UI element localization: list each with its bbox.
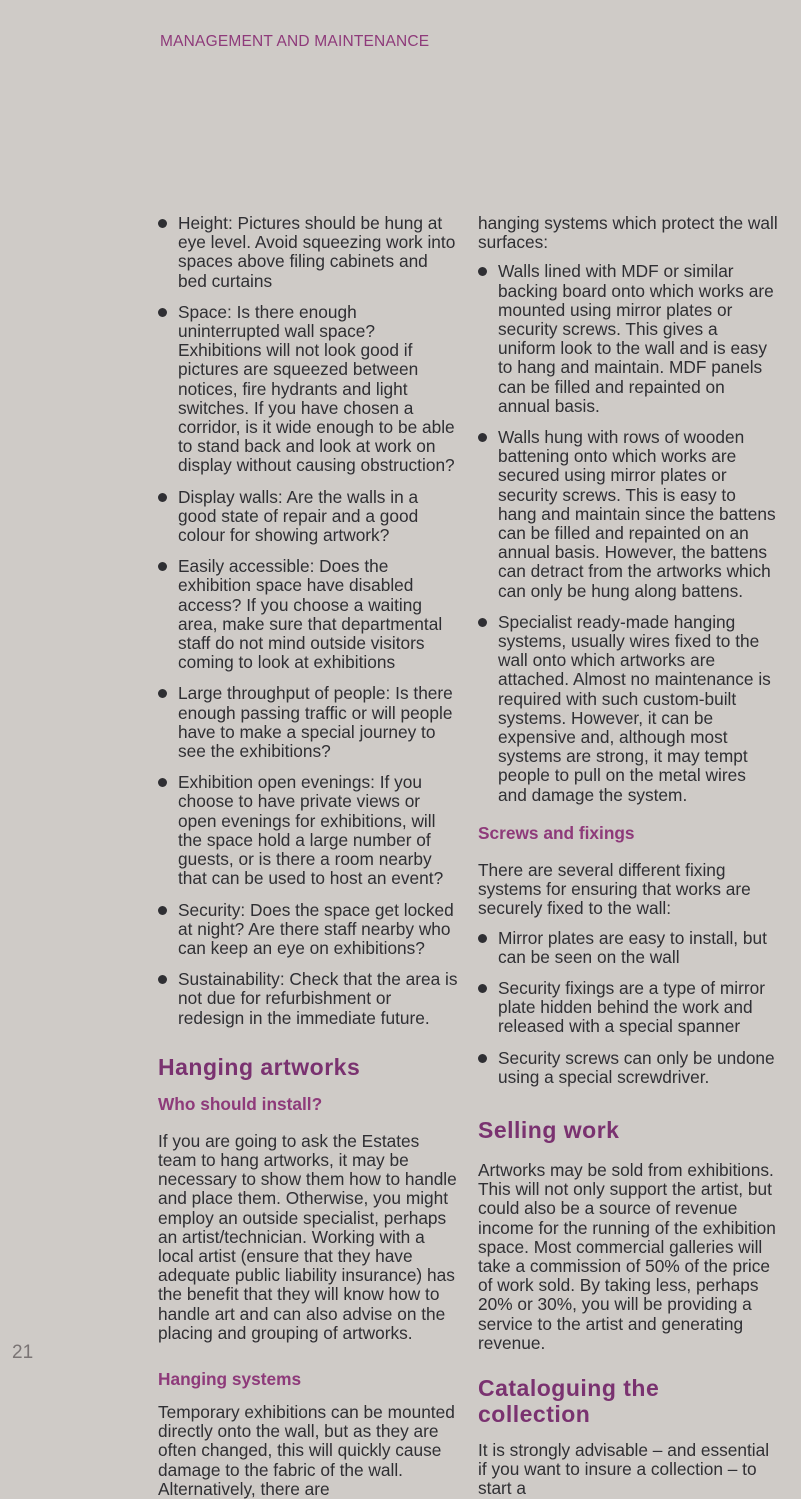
paragraph-cataloguing: It is strongly advisable – and essential if you want to insure a collection – to start a (478, 1439, 770, 1499)
bullet-icon (158, 308, 167, 317)
bullet-icon (478, 433, 487, 442)
list-item: Exhibition open evenings: If you choose to have private views or open evenings for exhibitions, will the space hold a large number of guests, or is there a room nearby that can be used to host an event? (158, 773, 458, 888)
bullet-icon (478, 984, 487, 993)
subheading-screws-and-fixings: Screws and fixings (478, 822, 635, 843)
paragraph-continued: hanging systems which protect the wall surfaces: (478, 213, 778, 253)
subheading-hanging-systems: Hanging systems (158, 1368, 302, 1389)
list-item: Security: Does the space get locked at night? Are there staff nearby who can keep an eye on exhibitions? (158, 901, 458, 959)
bullet-icon (158, 219, 167, 228)
list-item: Display walls: Are the walls in a good state of repair and a good colour for showing artwork? (158, 488, 458, 546)
list-item: Height: Pictures should be hung at eye level. Avoid squeezing work into spaces above filing cabinets and bed curtains (158, 214, 458, 291)
hanging-systems-list (478, 262, 778, 804)
paragraph-screws: There are several different fixing systems for ensuring that works are securely fixed to the wall: (478, 859, 751, 919)
right-column (478, 214, 778, 1499)
bullet-icon (478, 1054, 487, 1063)
criteria-list (158, 214, 458, 1028)
subheading-who-should-install: Who should install? (158, 1093, 323, 1114)
list-item: Large throughput of people: Is there enough passing traffic or will people have to make a special journey to see the exhibitions? (158, 684, 458, 761)
paragraph-install: If you are going to ask the Estates team to hang artworks, it may be necessary to show them how to handle and place them. Otherwise, you might employ an outside specialist, perhaps an artist/technician. Working with a local artist (ensure that they have adequate public liability insurance) has the benefit that they will know how to handle art and can also advise on the placing and grouping of artworks. (158, 1130, 457, 1343)
section-heading-cataloguing: Cataloguing the collection (478, 1374, 660, 1427)
list-item: Sustainability: Check that the area is not due for refurbishment or redesign in the immediate future. (158, 970, 458, 1028)
bullet-icon (478, 267, 487, 276)
list-item: Walls hung with rows of wooden battening onto which works are secured using mirror plates or security screws. This is easy to hang and maintain since the battens can be filled and repainted on an annual basis. However, the battens can detract from the artworks which can only be hung along battens. (478, 428, 778, 601)
list-item: Walls lined with MDF or similar backing board onto which works are mounted using mirror plates or security screws. This gives a uniform look to the wall and is easy to hang and maintain. MDF panels can be filled and repainted on annual basis. (478, 262, 778, 416)
running-header: MANAGEMENT AND MAINTENANCE (160, 33, 430, 50)
list-item: Security screws can only be undone using a special screwdriver. (478, 1049, 778, 1087)
list-item: Security fixings are a type of mirror plate hidden behind the work and released with a special spanner (478, 979, 778, 1037)
bullet-icon (158, 975, 167, 984)
paragraph-selling: Artworks may be sold from exhibitions. This will not only support the artist, but could also be a source of revenue income for the running of the exhibition space. Most commercial galleries will take a commission of 50% of the price of work sold. By taking less, perhaps 20% or 30%, you will be providing a service to the artist and generating revenue. (478, 1159, 776, 1353)
page-number: 21 (12, 1342, 34, 1363)
list-item: Mirror plates are easy to install, but can be seen on the wall (478, 929, 778, 967)
list-item: Space: Is there enough uninterrupted wall space? Exhibitions will not look good if pictures are squeezed between notices, fire hydrants and light switches. If you have chosen a corridor, is it wide enough to be able to stand back and look at work on display without causing obstruction? (158, 303, 458, 476)
bullet-icon (158, 562, 167, 571)
bullet-icon (478, 618, 487, 627)
bullet-icon (158, 493, 167, 502)
fixings-list (478, 929, 778, 1087)
bullet-icon (158, 906, 167, 915)
section-heading-hanging-artworks: Hanging artworks (158, 1053, 361, 1080)
bullet-icon (158, 778, 167, 787)
list-item: Easily accessible: Does the exhibition space have disabled access? If you choose a waiting area, make sure that departmental staff do not mind outside visitors coming to look at exhibitions (158, 557, 458, 672)
section-heading-selling-work: Selling work (478, 1116, 620, 1143)
paragraph-hanging-systems: Temporary exhibitions can be mounted directly onto the wall, but as they are often changed, this will quickly cause damage to the fabric of the wall. Alternatively, there are (158, 1401, 455, 1499)
bullet-icon (478, 934, 487, 943)
list-item: Specialist ready-made hanging systems, usually wires fixed to the wall onto which artworks are attached. Almost no maintenance is required with such custom-built systems. However, it can be expensive and, although most systems are strong, it may tempt people to pull on the metal wires and damage the system. (478, 613, 778, 805)
left-column (158, 214, 458, 1499)
bullet-icon (158, 689, 167, 698)
